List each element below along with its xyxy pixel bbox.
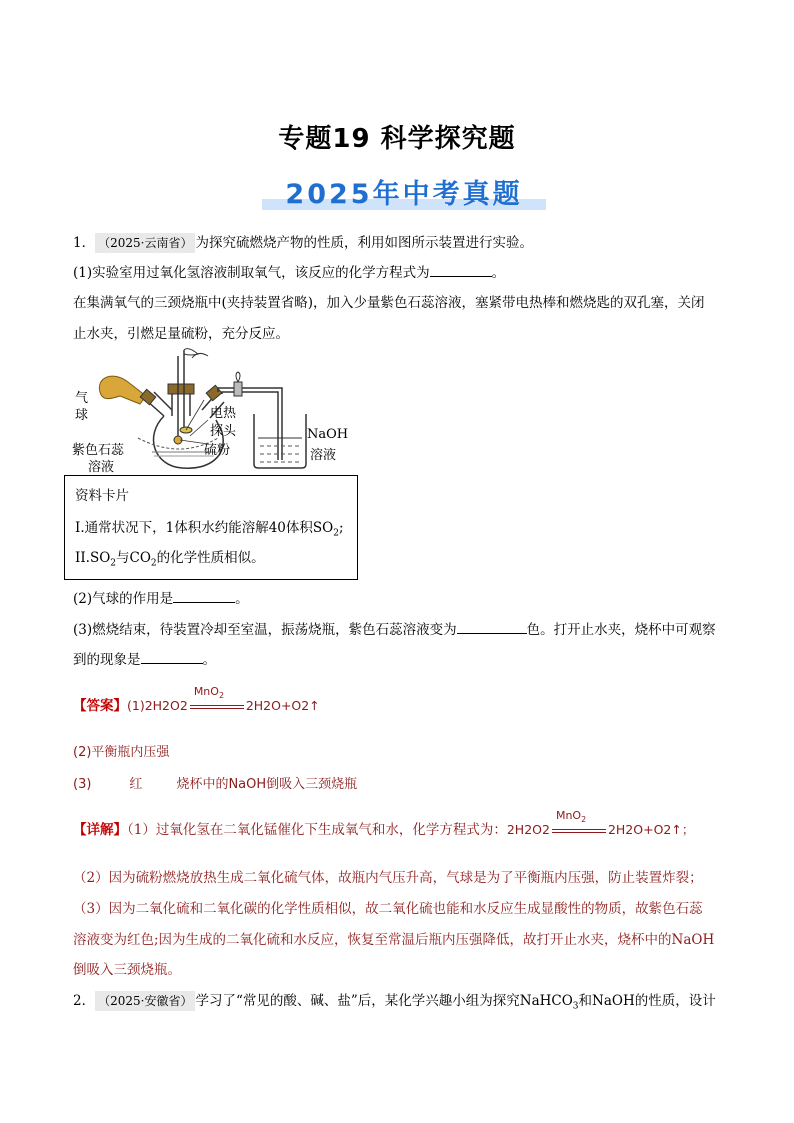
q1-part1-text: (1)实验室用过氧化氢溶液制取氧气，该反应的化学方程式为	[73, 265, 430, 281]
q1-part3-line2	[73, 650, 216, 670]
q2-text-b: 和NaOH的性质，设计	[578, 993, 716, 1009]
q1-part2-text: (2)气球的作用是	[73, 591, 174, 607]
balloon-shape	[99, 376, 146, 404]
card-line1-end: ;	[338, 520, 344, 536]
q1-part3-blank1	[457, 620, 527, 634]
label-litmus-1: 紫色石蕊	[72, 443, 125, 458]
answer-label: 【答案】	[73, 698, 127, 714]
q2-number: 2．	[73, 993, 96, 1009]
detail-eq-arrow	[550, 809, 608, 840]
q2-source-tag: （2025·安徽省）	[95, 991, 195, 1011]
q2-text-a: 学习了“常见的酸、碱、盐”后，某化学兴趣小组为探究NaHCO	[195, 993, 573, 1009]
label-naoh-1: NaOH	[307, 427, 349, 442]
label-litmus-2: 溶液	[88, 460, 115, 475]
answer-eq-right: 2H2O+O2↑	[245, 698, 320, 713]
section-heading	[262, 172, 546, 212]
detail-line4: 溶液变为红色;因为生成的二氧化硫和水反应，恢复至常温后瓶内压强降低，故打开止水夹，烧杯中的NaOH	[73, 932, 715, 948]
detail-label: 【详解】	[73, 822, 127, 838]
detail-line3: （3）因为二氧化硫和二氧化碳的化学性质相似，故二氧化硫也能和水反应生成显酸性的物质，故紫色石蕊	[73, 901, 703, 917]
label-balloon-1: 气	[75, 391, 89, 406]
detail-eq-left: 2H2O2	[506, 822, 550, 837]
q1-part2-blank	[173, 589, 235, 603]
q2-intro-line	[73, 991, 716, 1017]
q1-number: 1．	[73, 235, 96, 251]
detail-eq-right: 2H2O+O2↑；	[607, 822, 695, 837]
q1-intro: 为探究硫燃烧产物的性质，利用如图所示装置进行实验。	[195, 235, 533, 251]
answer-3-color: 红	[129, 777, 143, 792]
card-line2	[75, 548, 265, 574]
q1-part3-text1-end: 色。打开止水夹，烧杯中可观察	[526, 622, 716, 638]
q1-part3-text2: 到的现象是	[73, 652, 141, 668]
q1-part1-blank	[430, 263, 492, 277]
q1-context-line2: 止水夹，引燃足量硫粉，充分反应。	[73, 326, 289, 342]
card-title: 资料卡片	[75, 488, 129, 504]
detail-catalyst: MnO	[555, 809, 582, 822]
label-heater-2: 探头	[210, 424, 237, 439]
label-sulfur: 硫粉	[204, 443, 231, 458]
q1-part3-blank2	[141, 650, 203, 664]
q1-part3-text1: (3)燃烧结束，待装置冷却至室温，振荡烧瓶，紫色石蕊溶液变为	[73, 622, 457, 638]
q1-part1	[73, 263, 505, 283]
answer-3-text: 烧杯中的NaOH倒吸入三颈烧瓶	[176, 777, 358, 792]
q1-part3-line1	[73, 620, 716, 640]
q2-text-sub: 3	[572, 1001, 579, 1012]
detail-line1	[73, 809, 695, 840]
label-naoh-2: 溶液	[310, 448, 337, 463]
answer-eq-left: (1)2H2O2	[127, 698, 188, 713]
section-heading-text: 2025年中考真题	[285, 179, 523, 210]
answer-eq-arrow	[188, 685, 246, 716]
q1-source-tag: （2025·云南省）	[95, 233, 195, 253]
answer-line2: (2)平衡瓶内压强	[73, 745, 170, 760]
answer-catalyst: MnO	[193, 685, 219, 698]
info-card	[64, 475, 358, 580]
q1-context-line1: 在集满氧气的三颈烧瓶中(夹持装置省略)，加入少量紫色石蕊溶液，塞紧带电热棒和燃烧匙的双孔塞，关闭	[73, 295, 705, 311]
card-line2-a: II.SO	[75, 550, 111, 566]
answer-line1	[73, 685, 320, 716]
card-line2-c: 的化学性质相似。	[156, 550, 265, 566]
card-line1	[75, 518, 344, 544]
detail-catalyst-sub: 2	[581, 815, 587, 825]
answer-3-num: (3)	[73, 777, 92, 792]
detail-text1: （1）过氧化氢在二氧化锰催化下生成氧气和水，化学方程式为：	[127, 822, 507, 838]
q1-part3-text2-end: 。	[202, 652, 216, 668]
q1-part2	[73, 589, 249, 609]
card-line2-sub1: 2	[110, 558, 117, 569]
beaker	[254, 414, 306, 468]
q1-intro-line	[73, 233, 533, 253]
answer-catalyst-sub: 2	[218, 691, 225, 701]
card-line2-b: 与CO	[116, 550, 151, 566]
answer-line3	[73, 775, 357, 795]
card-line2-sub2: 2	[150, 558, 157, 569]
card-line1-text: I.通常状况下，1体积水约能溶解40体积SO	[75, 520, 334, 536]
q1-part1-end: 。	[491, 265, 506, 281]
page-title: 专题19 科学探究题	[278, 124, 516, 154]
detail-line2: （2）因为硫粉燃烧放热生成二氧化硫气体，故瓶内气压升高，气球是为了平衡瓶内压强，防止装置炸裂；	[73, 870, 703, 886]
label-balloon-2: 球	[75, 408, 89, 423]
q1-part2-end: 。	[235, 591, 249, 607]
detail-line5: 倒吸入三颈烧瓶。	[73, 962, 181, 978]
card-line1-sub: 2	[333, 528, 339, 539]
label-heater-1: 电热	[210, 406, 237, 421]
